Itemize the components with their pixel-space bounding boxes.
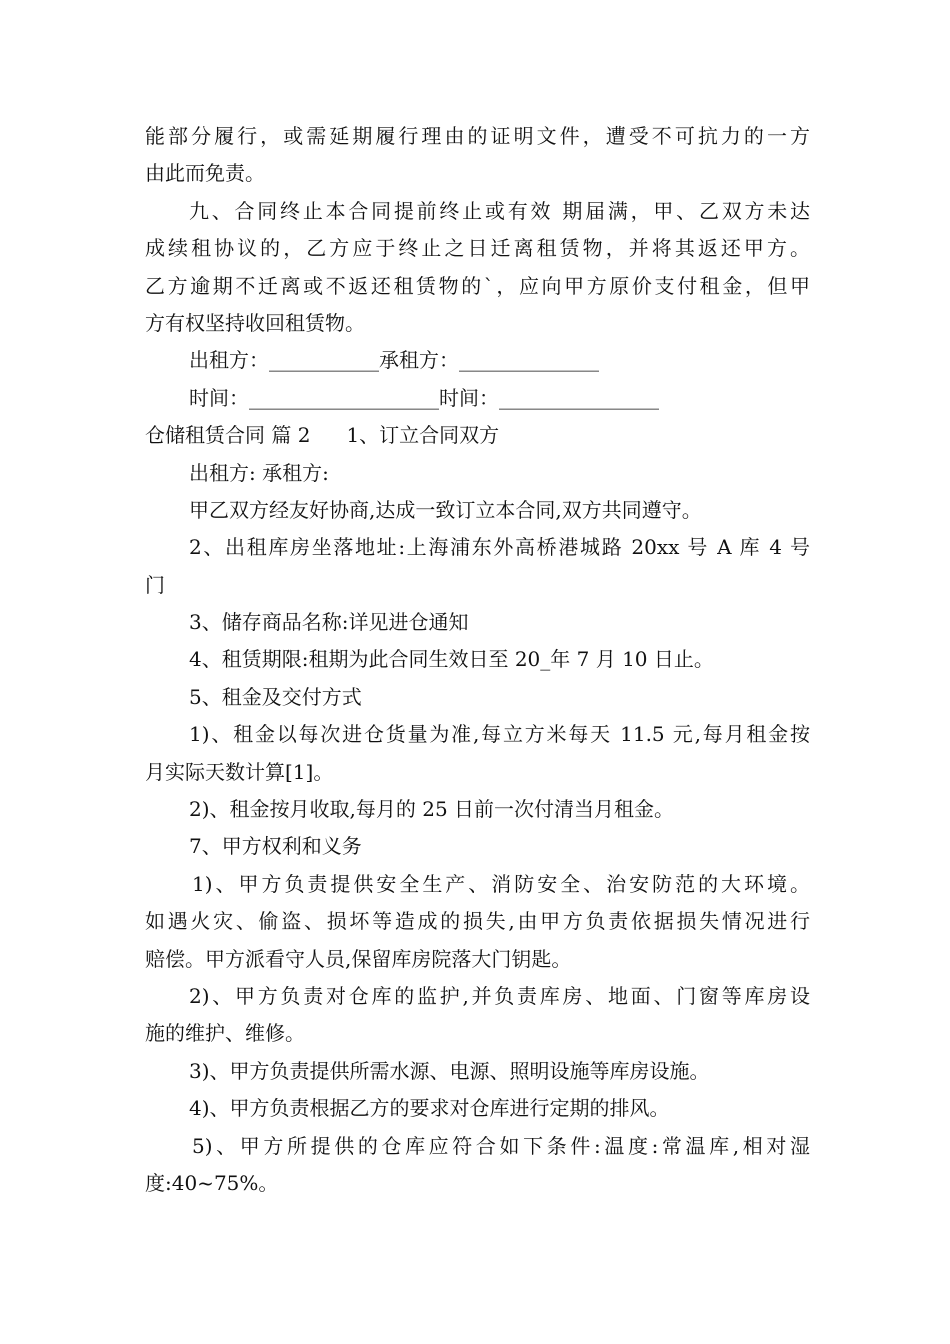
paragraph-line: 乙方逾期不迁离或不返还租赁物的`，应向甲方原价支付租金，但甲 xyxy=(145,273,810,298)
paragraph-line: 门 xyxy=(145,572,165,597)
paragraph-line: 方有权坚持收回租赁物。 xyxy=(145,310,365,335)
document-body xyxy=(145,118,810,1202)
paragraph-line: 7、甲方权利和义务 xyxy=(189,834,362,859)
paragraph-line: 施的维护、维修。 xyxy=(145,1021,305,1046)
paragraph-line: 甲乙双方经友好协商,达成一致订立本合同,双方共同遵守。 xyxy=(189,497,702,522)
signature-line-parties: 出租方：___________承租方：______________ xyxy=(189,348,599,373)
paragraph-line: 4)、甲方负责根据乙方的要求对仓库进行定期的排风。 xyxy=(189,1096,670,1121)
paragraph-line: 由此而免责。 xyxy=(145,161,265,186)
paragraph-line: 1)、甲方负责提供安全生产、消防安全、治安防范的大环境。 xyxy=(192,871,810,896)
paragraph-line: 成续租协议的，乙方应于终止之日迁离租赁物，并将其返还甲方。 xyxy=(145,236,810,261)
paragraph-line: 赔偿。甲方派看守人员,保留库房院落大门钥匙。 xyxy=(145,946,572,971)
signature-line-dates: 时间：___________________时间：________________ xyxy=(189,385,659,410)
paragraph-line: 度:40~75%。 xyxy=(145,1170,279,1195)
paragraph-line: 4、租赁期限:租期为此合同生效日至 20_年 7 月 10 日止。 xyxy=(189,647,714,672)
paragraph-line: 5)、甲方所提供的仓库应符合如下条件:温度:常温库,相对湿 xyxy=(192,1133,810,1158)
section-title: 仓储租赁合同 篇 2 xyxy=(145,423,311,448)
paragraph-line: 月实际天数计算[1]。 xyxy=(145,759,334,784)
paragraph-line: 九、合同终止本合同提前终止或有效 期届满，甲、乙双方未达 xyxy=(189,198,810,223)
paragraph-line: 2、出租库房坐落地址:上海浦东外高桥港城路 20xx 号 A 库 4 号 xyxy=(189,535,810,560)
paragraph-line: 能部分履行，或需延期履行理由的证明文件，遭受不可抗力的一方 xyxy=(145,124,810,148)
clause-title: 1、订立合同双方 xyxy=(346,423,500,448)
paragraph-line: 如遇火灾、偷盗、损坏等造成的损失,由甲方负责依据损失情况进行 xyxy=(145,909,810,934)
paragraph-line: 3)、甲方负责提供所需水源、电源、照明设施等库房设施。 xyxy=(189,1058,710,1083)
paragraph-line: 2)、租金按月收取,每月的 25 日前一次付清当月租金。 xyxy=(189,797,675,822)
paragraph-line: 5、租金及交付方式 xyxy=(189,684,362,709)
paragraph-line: 1)、租金以每次进仓货量为准,每立方米每天 11.5 元,每月租金按 xyxy=(189,722,810,747)
paragraph-line: 2)、甲方负责对仓库的监护,并负责库房、地面、门窗等库房设 xyxy=(189,983,810,1008)
paragraph-line: 3、储存商品名称:详见进仓通知 xyxy=(189,610,469,635)
paragraph-line: 出租方: 承租方: xyxy=(189,460,329,485)
section-heading-line xyxy=(145,417,810,454)
